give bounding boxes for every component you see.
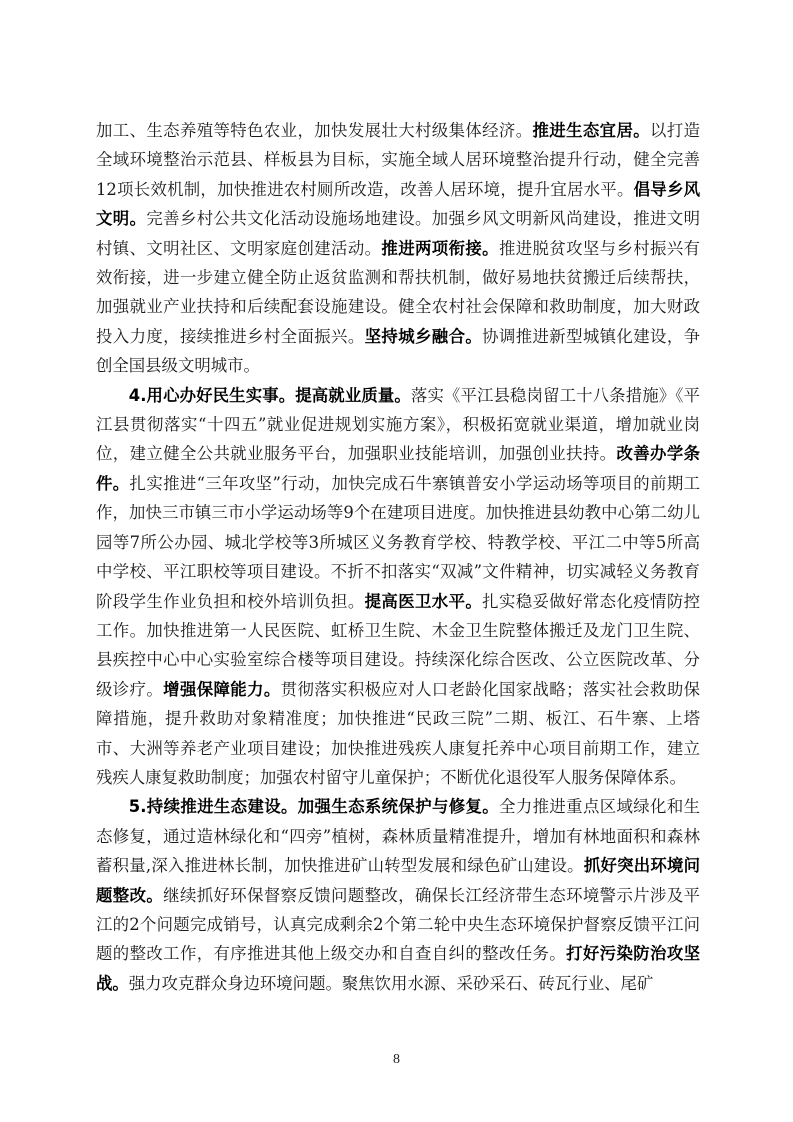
text-run: 协调推进新型城镇化建设，争创全国县级文明城市。 xyxy=(96,326,701,376)
bold-heading-run: 增强保障能力。 xyxy=(163,679,281,699)
bold-heading-run: 提高医卫水平。 xyxy=(364,591,483,611)
text-run: 以打造全域环境整治示范县、样板县为目标，实施全域人居环境整治提升行动，健全完善12项长效机制，加快推进农村厕所改造，改善人居环境，提升宜居水平。 xyxy=(96,121,701,199)
text-run: 完善乡村公共文化活动设施场地建设。加强乡风文明新风尚建设，推进文明村镇、文明社区、文明家庭创建活动。 xyxy=(96,209,701,258)
paragraph-ecology xyxy=(96,792,700,998)
text-run: 扎实稳妥做好常态化疫情防控工作。加快推进第一人民医院、虹桥卫生院、木金卫生院整体搬迁及龙门卫生院、县疾控中心中心实验室综合楼等项目建设。持续深化综合医改、公立医院改革、分级诊疗。 xyxy=(96,591,701,699)
bold-heading-run: 推进两项衔接。 xyxy=(381,238,499,258)
text-run: 强力攻克群众身边环境问题。聚焦饮用水源、采砂采石、砖瓦行业、尾矿 xyxy=(128,973,654,993)
body-text xyxy=(96,116,700,998)
paragraph-rural-revitalization xyxy=(96,116,700,381)
bold-heading-run: 4.用心办好民生实事。提高就业质量。 xyxy=(128,385,411,405)
bold-heading-run: 抓好突出环境问题整改。 xyxy=(96,856,700,905)
page-number: 8 xyxy=(393,1052,400,1067)
bold-heading-run: 改善办学条件。 xyxy=(96,444,700,493)
text-run: 扎实推进“三年攻坚”行动，加快完成石牛寨镇普安小学运动场等项目的前期工作，加快三市镇三市小学运动场等9个在建项目进度。加快推进县幼教中心第二幼儿园等7所公办园、城北学校等3所城区义务教育学校、特教学校、平江二中等5所高中学校、平江职校等项目建设。不折不扣落实“双减”文件精神，切实减轻义务教育阶段学生作业负担和校外培训负担。 xyxy=(96,473,701,611)
bold-heading-run: 坚持城乡融合。 xyxy=(364,326,483,346)
text-run: 全力推进重点区域绿化和生态修复，通过造林绿化和“四旁”植树，森林质量精准提升，增加有林地面积和森林蓄积量,深入推进林长制，加快推进矿山转型发展和绿色矿山建设。 xyxy=(96,797,700,876)
bold-heading-run: 倡导乡风文明。 xyxy=(96,179,700,229)
text-run: 加工、生态养殖等特色农业，加快发展壮大村级集体经济。 xyxy=(96,121,533,140)
text-run: 落实《平江县稳岗留工十八条措施》《平江县贯彻落实“十四五”就业促进规划实施方案》，积极拓宽就业渠道，增加就业岗位，建立健全公共就业服务平台，加强职业技能培训，加强创业扶持。 xyxy=(96,385,700,464)
text-run: 贯彻落实积极应对人口老龄化国家战略；落实社会救助保障措施，提升救助对象精准度；加快推进“民政三院”二期、板江、石牛寨、上塔市、大洲等养老产业项目建设；加快推进残疾人康复托养中心项目前期工作，建立残疾人康复救助制度；加强农村留守儿童保护；不断优化退役军人服务保障体系。 xyxy=(96,679,701,787)
text-run: 继续抓好环保督察反馈问题整改，确保长江经济带生态环境警示片涉及平江的2个问题完成销号，认真完成剩余2个第二轮中央生态环境保护督察反馈平江问题的整改工作，有序推进其他上级交办和自查自纠的整改任务。 xyxy=(96,885,700,964)
text-run: 推进脱贫攻坚与乡村振兴有效衔接，进一步建立健全防止返贫监测和帮扶机制，做好易地扶贫搬迁后续帮扶，加强就业产业扶持和后续配套设施建设。健全农村社会保障和救助制度，加大财政投入力度，接续推进乡村全面振兴。 xyxy=(96,238,701,346)
paragraph-livelihood xyxy=(96,381,700,793)
bold-heading-run: 推进生态宜居。 xyxy=(532,121,651,140)
bold-heading-run: 5.持续推进生态建设。加强生态系统保护与修复。 xyxy=(128,797,500,817)
bold-heading-run: 打好污染防治攻坚战。 xyxy=(96,944,701,993)
